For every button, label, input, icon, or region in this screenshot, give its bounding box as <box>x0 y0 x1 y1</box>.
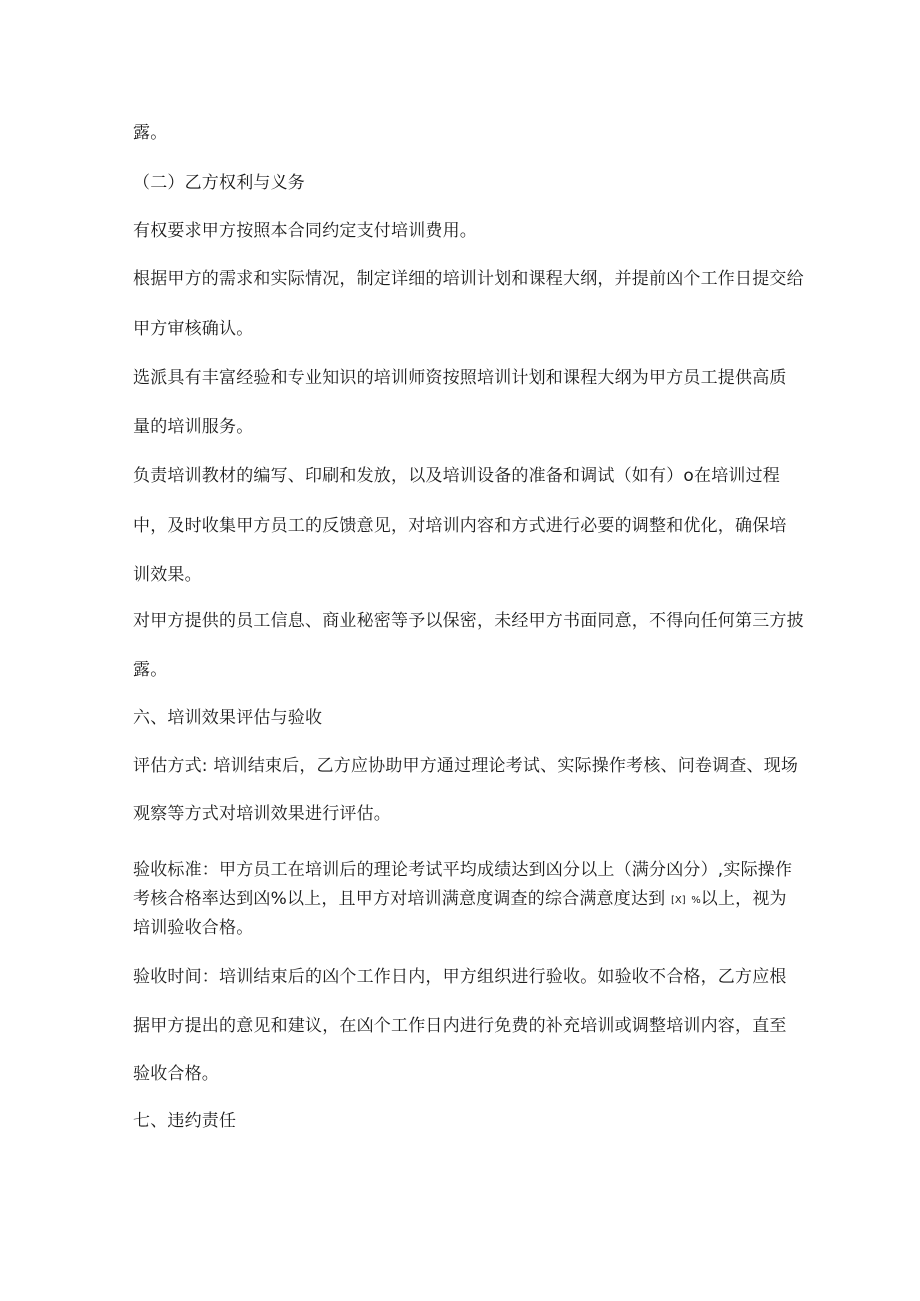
text-line: 观察等方式对培训效果进行评估。 <box>133 804 391 824</box>
text-line: 露。 <box>133 660 168 680</box>
text-line: 量的培训服务。 <box>133 417 254 437</box>
text-line: 据甲方提出的意见和建议，在凶个工作日内进行免费的补充培训或调整培训内容，直至 <box>133 1016 787 1036</box>
section-heading: 六、培训效果评估与验收 <box>133 708 323 728</box>
text-line: 对甲方提供的员工信息、商业秘密等予以保密，未经甲方书面同意，不得向任何第三方披 <box>133 611 804 631</box>
text-line: 负责培训教材的编写、印刷和发放，以及培训设备的准备和调试（如有）o在培训过程 <box>133 466 780 486</box>
text-line: 甲方审核确认。 <box>133 319 254 339</box>
text-line: 验收合格。 <box>133 1064 219 1084</box>
section-heading: 七、违约责任 <box>133 1111 237 1131</box>
text-line: 选派具有丰富经验和专业知识的培训师资按照培训计划和课程大纲为甲方员工提供高质 <box>133 368 787 388</box>
text-line: 评估方式: 培训结束后，乙方应协助甲方通过理论考试、实际操作考核、问卷调查、现场 <box>133 756 799 776</box>
text-line: 验收时间：培训结束后的凶个工作日内，甲方组织进行验收。如验收不合格，乙方应根 <box>133 967 787 987</box>
text-line: 训效果。 <box>133 565 202 585</box>
text-line: 根据甲方的需求和实际情况，制定详细的培训计划和课程大纲，并提前凶个工作日提交给 <box>133 269 804 289</box>
text-fragment: 考核合格率达到凶%以上，且甲方对培训满意度调查的综合满意度达到 <box>133 889 666 909</box>
text-fragment: 以上，视为 <box>700 889 787 909</box>
subsection-heading: （二）乙方权利与义务 <box>133 173 305 193</box>
text-line: 有权要求甲方按照本合同约定支付培训费用。 <box>133 221 477 241</box>
placeholder-mark: [X] <box>670 895 686 906</box>
percent-mark: % <box>691 895 701 906</box>
text-line: 露。 <box>133 123 168 143</box>
text-line: 中，及时收集甲方员工的反馈意见，对培训内容和方式进行必要的调整和优化，确保培 <box>133 516 787 536</box>
text-line: 培训验收合格。 <box>133 918 254 938</box>
text-line: 验收标准：甲方员工在培训后的理论考试平均成绩达到凶分以上（满分凶分）,实际操作 <box>133 860 793 880</box>
text-line <box>133 888 787 912</box>
